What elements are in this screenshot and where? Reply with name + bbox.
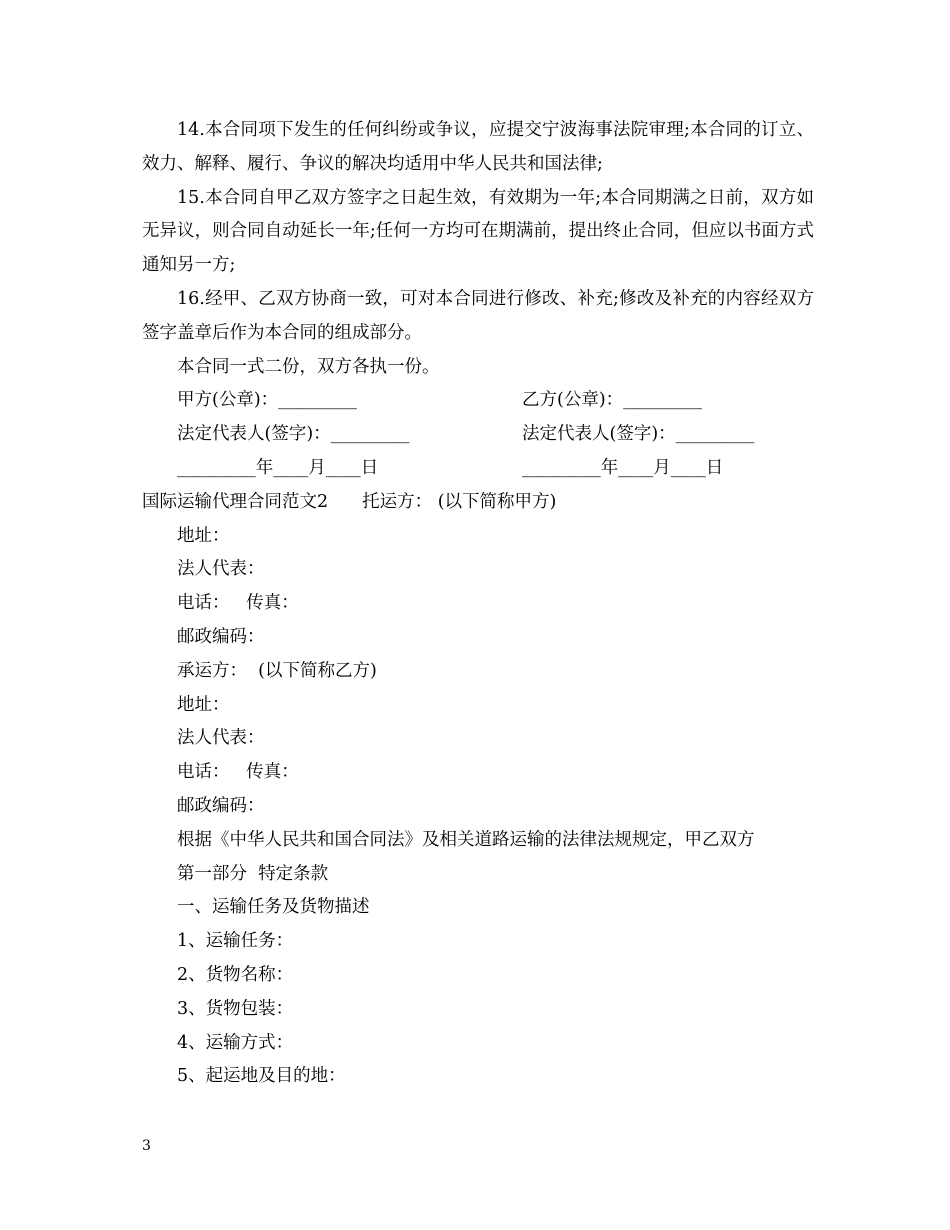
carrier-postcode: 邮政编码： (177, 795, 265, 816)
carrier-legal-rep: 法人代表： (177, 728, 265, 749)
party-b-representative: 法定代表人(签字)：_________ (522, 424, 755, 445)
signature-row-date (142, 452, 814, 486)
party-b-seal: 乙方(公章)：_________ (522, 390, 702, 411)
item-origin-destination: 5、起运地及目的地： (177, 1066, 346, 1087)
carrier-phone-fax: 电话： 传真： (177, 762, 299, 783)
shipper-legal-rep: 法人代表： (177, 559, 265, 580)
party-a-date: _________年____月____日 (177, 457, 379, 478)
second-contract-heading (142, 486, 814, 520)
item-goods-name: 2、货物名称： (177, 964, 294, 985)
item-transport-mode: 4、运输方式： (177, 1032, 294, 1053)
part-one-heading: 第一部分 特定条款 (177, 863, 329, 884)
item-goods-packaging: 3、货物包装： (177, 998, 294, 1019)
shipper-postcode: 邮政编码： (177, 626, 265, 647)
signature-row-representative (142, 418, 814, 452)
shipper-intro: 托运方： (以下简称甲方) (362, 491, 557, 512)
clause-14: 14.本合同项下发生的任何纠纷或争议，应提交宁波海事法院审理;本合同的订立、效力、解释、履行、争议的解决均适用中华人民共和国法律; (142, 120, 814, 174)
signature-row-seal (142, 384, 814, 418)
second-contract-title: 国际运输代理合同范文2 (142, 491, 329, 512)
shipper-address: 地址： (177, 525, 230, 546)
carrier-intro: 承运方： (以下简称乙方) (177, 660, 377, 681)
clause-15: 15.本合同自甲乙双方签字之日起生效，有效期为一年;本合同期满之日前，双方如无异议，则合同自动延长一年;任何一方均可在期满前，提出终止合同，但应以书面方式通知另一方; (142, 187, 814, 276)
party-a-representative: 法定代表人(签字)：_________ (177, 424, 410, 445)
page-number: 3 (142, 1138, 151, 1154)
carrier-address: 地址： (177, 694, 230, 715)
clause-16: 16.经甲、乙双方协商一致，可对本合同进行修改、补充;修改及补充的内容经双方签字盖章后作为本合同的组成部分。 (142, 288, 814, 343)
party-b-date: _________年____月____日 (522, 457, 724, 478)
section-one-heading: 一、运输任务及货物描述 (177, 897, 370, 918)
party-a-seal: 甲方(公章)：_________ (177, 390, 357, 411)
legal-basis: 根据《中华人民共和国合同法》及相关道路运输的法律法规规定，甲乙双方 (177, 829, 755, 850)
document-body (142, 114, 814, 1094)
item-transport-task: 1、运输任务： (177, 931, 294, 952)
shipper-phone-fax: 电话： 传真： (177, 593, 299, 614)
copies-note: 本合同一式二份，双方各执一份。 (177, 356, 440, 377)
